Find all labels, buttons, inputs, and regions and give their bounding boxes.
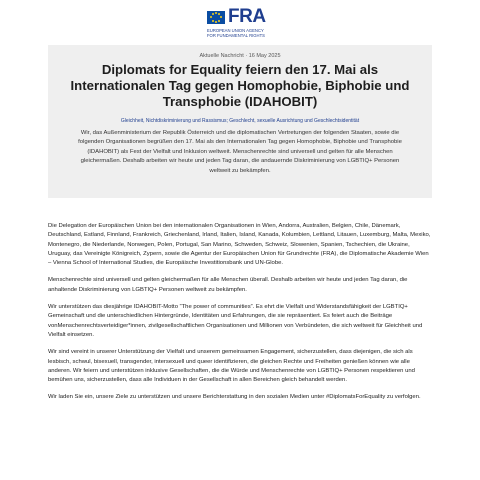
body-paragraph-1: Die Delegation der Europäischen Union bei den internationalen Organisationen in Wien, Andorra, Australien, Belgien, Chile, Dänemark, Deutschland, Estland, Finnland, Frankreich, Griechenland, Irland, Italien, Island, Kanada, Kolumbien, Lettland, Litauen, Luxemburg, Malta, Mexiko, Montenegro, die Niederlande, Norwegen, Polen, Portugal, San Marino, Schweden, Schweiz, Slowenien, Spanien, Tschechien, die Ukraine, Uruguay, das Vereinigte Königreich, Zypern, sowie die Agentur der Europäischen Union für Grundrechte (FRA), die Diplomatische Akademie Wien – Vienna School of International Studies, die Europäische Investitionsbank und UN-Globe. bbox=[48, 223, 431, 267]
body-paragraph-3: Wir unterstützen das diesjährige IDAHOBIT-Motto “The power of communities”. Es ehrt die Vielfalt und Widerstandsfähigkeit der LGBTIQ+ Gemeinschaft und die unterschiedlichen Hintergründe, Identitäten und Erfahrungen, die sie repräsentiert. Es feiert auch die Beiträge vonMenschenrechtsverteidiger*innen, zivilgesellschaftlichen Organisationen und Millionen von Verbündeten, die sich weltweit für Gleichheit und Vielfalt einsetzen. bbox=[48, 304, 423, 338]
agency-line-1: EUROPEAN UNION AGENCY bbox=[207, 28, 264, 33]
body-paragraph-2: Menschenrechte sind universell und gelten gleichermaßen für alle Menschen überall. Deshalb arbeiten wir heute und jeden Tag daran, die anhaltende Diskriminierung von LGBTIQ+ Personen weltweit zu bekämpfen. bbox=[48, 277, 408, 293]
site-header bbox=[0, 8, 480, 44]
fra-logo[interactable] bbox=[207, 8, 287, 44]
eu-flag-icon bbox=[207, 11, 225, 24]
agency-line-2: FOR FUNDAMENTAL RIGHTS bbox=[207, 33, 265, 38]
logo-wordmark: FRA bbox=[228, 6, 266, 27]
article-meta: Aktuelle Nachricht · 16 May 2025 bbox=[199, 53, 281, 59]
article-header-card bbox=[48, 45, 432, 198]
article-lead: Wir, das Außenministerium der Republik Österreich und die diplomatischen Vertretungen der folgenden Staaten, sowie die folgenden Organisationen begrüßen den 17. Mai als den Internationalen Tag gegen Homophobie, Biphobie und Transphobie (IDAHOBIT) als Fest der Vielfalt und Inklusion weltweit. Menschenrechte sind universell und gelten für alle Menschen gleichermaßen. Deshalb arbeiten wir heute und jeden Tag daran, die andauernde Diskriminierung von LGBTIQ+ Personen weltweit zu bekämpfen. bbox=[78, 130, 402, 174]
article-body bbox=[48, 222, 432, 411]
article-tags[interactable]: Gleichheit, Nichtdiskriminierung und Rassismus; Geschlecht, sexuelle Ausrichtung und Geschlechtsidentität bbox=[120, 118, 360, 124]
body-paragraph-4: Wir sind vereint in unserer Unterstützung der Vielfalt und unserem gemeinsamen Engagement, sicherzustellen, dass diejenigen, die sich als lesbisch, schwul, bisexuell, transgender, intersexuell und queer identifizieren, die gleichen Rechte und Freiheiten genießen können wie alle anderen. Wir feiern und unterstützen inklusive Gesellschaften, die die Würde und Menschenrechte von LGBTIQ+ Personen respektieren und bemühen uns, sicherzustellen, dass alle Individuen in der Gesellschaft in allen Bereichen gleich behandelt werden. bbox=[48, 349, 415, 384]
body-paragraph-5: Wir laden Sie ein, unsere Ziele zu unterstützen und unsere Berichterstattung in den sozialen Medien unter #DiplomatsForEquality zu verfolgen. bbox=[48, 394, 421, 401]
article-title: Diplomats for Equality feiern den 17. Mai als Internationalen Tag gegen Homophobie, Biphobie und Transphobie (IDAHOBIT) bbox=[70, 62, 410, 109]
agency-name bbox=[207, 28, 287, 38]
